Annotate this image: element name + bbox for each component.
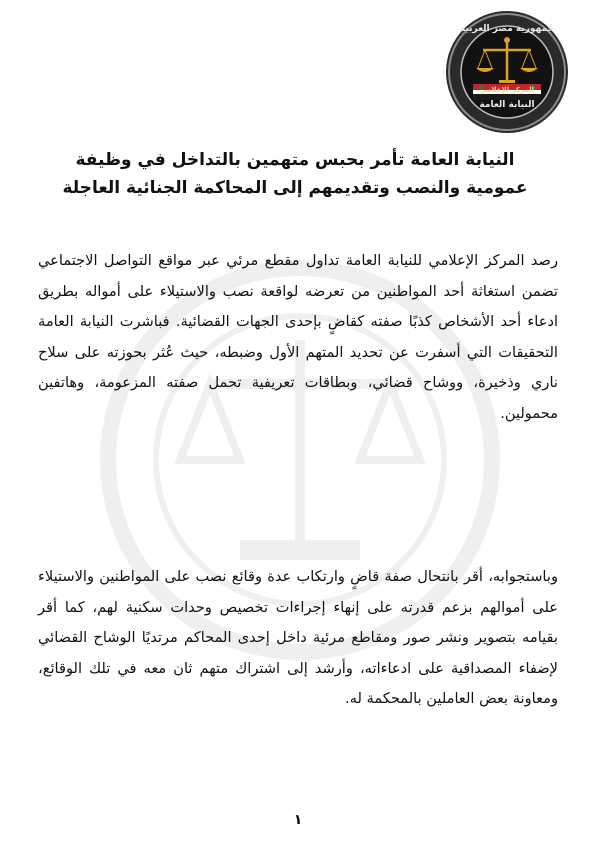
logo-media-center-text: المركز الإعلامي — [479, 86, 535, 94]
logo-prosecution-text: النيابة العامة — [479, 100, 535, 110]
public-prosecution-logo — [445, 10, 569, 134]
document-title: النيابة العامة تأمر بحبس متهمين بالتداخل في وظيفة عمومية والنصب وتقديمهم إلى المحاكمة الجنائية العاجلة — [62, 150, 528, 198]
logo-country-text: جمهورية مصر العربية — [459, 24, 555, 34]
body-paragraph-2: وباستجوابه، أقر بانتحال صفة قاضٍ وارتكاب عدة وقائع نصب على المواطنين والاستيلاء على أموالهم بزعم قدرته على إنهاء إجراءات تخصيص وحدات سكنية لهم، كما أقر بقيامه بتصوير ونشر صور ومقاطع مرئية داخل إحدى المحاكم مرتديًا الوشاح القضائي لإضفاء المصداقية على ادعاءاته، وأرشد إلى اشتراك متهم ثان معه في تلك الوقائع، ومعاونة بعض العاملين بالمحكمة له. — [38, 568, 558, 707]
page-number: ١ — [293, 812, 303, 828]
body-paragraph-1: رصد المركز الإعلامي للنيابة العامة تداول مقطع مرئي عبر مواقع التواصل الاجتماعي تضمن استغاثة أحد المواطنين من تعرضه لواقعة نصب والاستيلاء على أمواله بطريق ادعاء أحد الأشخاص كذبًا صفته كقاضٍ بإحدى الجهات القضائية. فباشرت النيابة العامة التحقيقات التي أسفرت عن تحديد المتهم الأول وضبطه، حيث عُثر بحوزته على سلاح ناري وذخيرة، ووشاح قضائي، وبطاقات تعريفية تحمل صفته المزعومة، وهاتفين محمولين. — [38, 252, 558, 422]
